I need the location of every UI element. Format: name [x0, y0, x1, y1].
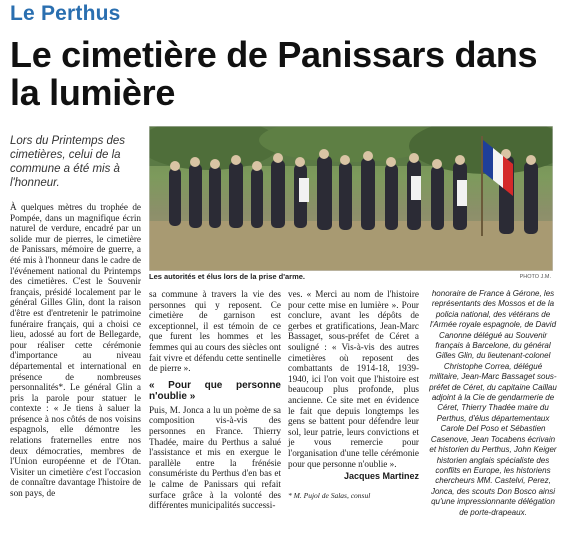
article-column-2 — [149, 289, 281, 511]
paragraph: Puis, M. Jonca a lu un poème de sa composition vis-à-vis des personnes en France. Thierry Thadée, maire du Perthus a salué l'assistance et mis en exergue le parallèle entre la frénésie consumériste du Perthus d'en bas et le calme de Panissars qui refait surface grâce à la volonté des différentes municipalités successi- — [149, 404, 281, 511]
article-column-4 — [428, 289, 558, 518]
paragraph: ves. « Merci au nom de l'histoire pour cette mise en lumière ». Pour conclure, avant les dépôts de gerbes et gratifications, Jean-Marc Bassaget, sous-préfet de Céret a souligné : « Vis-à-vis des autres cimetières où reposent des combattants de 1914-18, 1939-1940, ici l'on voit que l'histoire est beaucoup plus profonde, plus ancienne. Ce site met en évidence le fait que depuis longtemps les gens se battent pour défendre leur sol, leur patrie, leurs convictions et je vous remercie pour l'organisation d'une telle cérémonie pour que personne n'oublie ». — [288, 289, 419, 469]
section-tag: Le Perthus — [10, 2, 121, 25]
article-column-3 — [288, 289, 419, 501]
paragraph: À quelques mètres du trophée de Pompée, dans un magnifique écrin naturel de verdure, encadré par un solide mur de pierres, le cimetière de Panissars, mémoire de guerre, a été mis à l'honneur dans le cadre de l'événement national du Printemps des cimetières. C'est le Souvenir français, présidé localement par le général Gilles Glin, dont la raison d'être est d'entretenir le patrimoine funéraire français, qui a choisi ce lieu, adossé au fort de Bellegarde, pour réaliser cette cérémonie d'importance au niveau départemental et international en présence de nombreuses personnalités*. Le général Glin a pris la parole pour statuer le contexte : « Je tiens à saluer la présence à nos côtés de nos voisins espagnols, elle démontre les relations fraternelles entre nos deux démocraties, membres de l'Union européenne et de l'Otan. Visiter un cimetière c'est l'occasion de connaître davantage l'histoire de son pays, de — [10, 202, 141, 499]
photo-illustration — [149, 126, 553, 271]
author-byline: Jacques Martinez — [343, 471, 419, 482]
paragraph: sa commune à travers la vie des personnes qui y reposent. Ce cimetière de garnison est exceptionnel, il est témoin de ce que furent les hommes et les femmes qui au cours des siècles ont fait vivre et défendu cette sentinelle de pierre ». — [149, 289, 281, 374]
lead-paragraph: Lors du Printemps des cimetières, celui de la commune a été mis à l'honneur. — [10, 135, 126, 189]
paragraph: honoraire de France à Gérone, les représentants des Mossos et de la policia national, des vétérans de l'Armée royale espagnole, de David Canonne délégué au Souvenir français à Barcelone, du général Gilles Glin, du lieutenant-colonel Christophe Correa, délégué militaire, Jean-Marc Bassaget sous-préfet de Céret, du capitaine Caillau adjoint à la Cie de gendarmerie de Céret, Thierry Thadée maire du Perthus, d'élus départementaux Carole Del Poso et Sébastien Casenove, Jean Tocabens écrivain et historien du Perthus, John Keiger historien anglais spécialiste des conflits en Europe, les historiens chercheurs MM. Castelvi, Perez, Jonca, des scouts Don Bosco ainsi qu'une impressionnante délégation de porte-drapeaux. — [429, 289, 557, 517]
photo-credit: PHOTO J.M. — [519, 274, 551, 280]
subheading: « Pour que personne n'oublie » — [149, 379, 281, 402]
footnote: * M. Pujol de Salas, consul — [288, 490, 371, 500]
article-photo — [149, 126, 553, 271]
headline: Le cimetière de Panissars dans la lumière — [10, 34, 538, 113]
photo-caption: Les autorités et élus lors de la prise d'arme. — [149, 272, 306, 281]
article-column-1 — [10, 202, 141, 499]
